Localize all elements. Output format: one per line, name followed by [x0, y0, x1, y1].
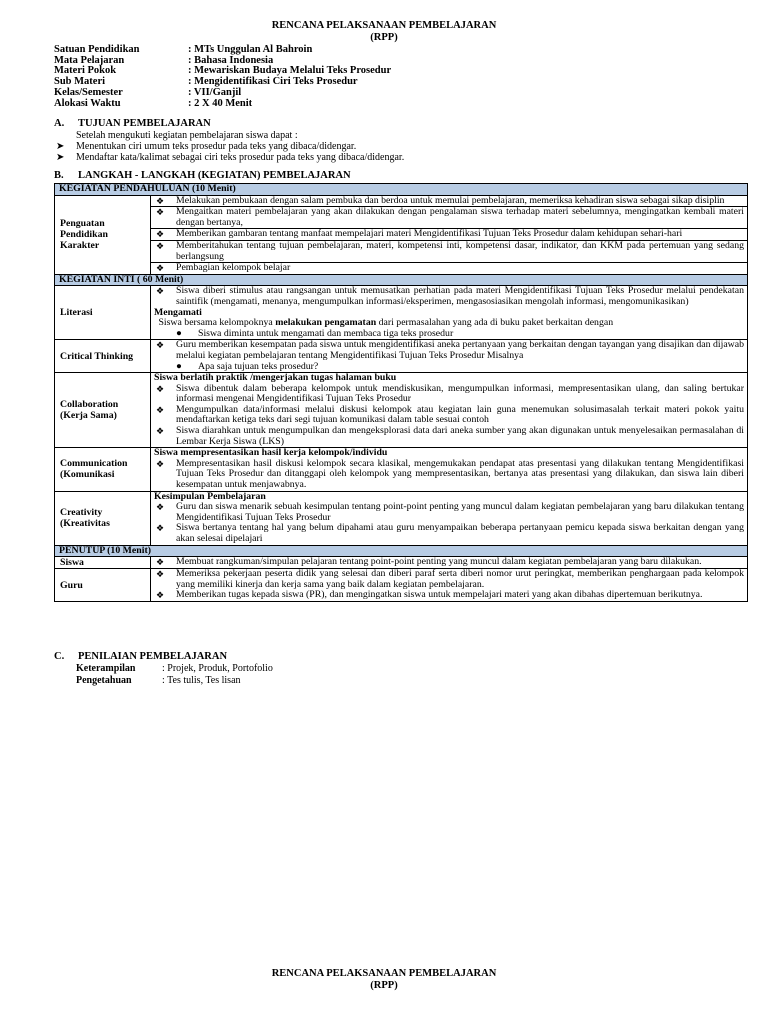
diamond-bullet-icon: ❖	[156, 523, 165, 534]
footer-title: RENCANA PELAKSANAAN PEMBELAJARAN	[271, 968, 497, 979]
phase-header-penutup: PENUTUP (10 Menit)	[55, 545, 748, 557]
mengamati-text: Siswa bersama kelompoknya melakukan pengamatan dari permasalahan yang ada di buku paket berkaitan dengan	[158, 317, 614, 329]
identity-label: Alokasi Waktu	[54, 97, 121, 109]
objective-item: ➤ Mendaftar kata/kalimat sebagai ciri teks prosedur pada teks yang dibaca/didengar.	[56, 152, 405, 163]
row-label-guru: Guru	[55, 569, 151, 602]
phase-header-inti: KEGIATAN INTI ( 60 Menit)	[55, 274, 748, 286]
row-label-collaboration: Collaboration (Kerja Sama)	[55, 373, 151, 448]
diamond-bullet-icon: ❖	[156, 286, 165, 297]
objective-list	[54, 141, 748, 163]
activity-cell: ❖ Mengaitkan materi pembelajaran yang akan dilakukan dengan pengalaman siswa terhadap materi sebelumnya, mengingatkan kembali materi dengan bertanya,	[151, 207, 748, 229]
diamond-bullet-icon: ❖	[156, 340, 165, 351]
collaboration-heading: Siswa berlatih praktik /mengerjakan tugas halaman buku	[154, 372, 397, 384]
activity-cell: ❖ Memberitahukan tentang tujuan pembelajaran, materi, kompetensi inti, kompetensi dasar, indikator, dan KKM pada pertemuan yang sedang berlangsung	[151, 240, 748, 262]
identity-value: : Bahasa Indonesia	[188, 54, 274, 66]
identity-value: : Mewariskan Budaya Melalui Teks Prosedur	[188, 65, 392, 77]
diamond-bullet-icon: ❖	[156, 458, 165, 469]
section-heading: A. TUJUAN PEMBELAJARAN	[54, 118, 211, 129]
page-title: RENCANA PELAKSANAAN PEMBELAJARAN	[271, 20, 497, 31]
diamond-bullet-icon: ❖	[156, 207, 165, 218]
identity-value: : VII/Ganjil	[188, 86, 242, 98]
diamond-bullet-icon: ❖	[156, 590, 165, 601]
objective-item: ➤ Menentukan ciri umum teks prosedur pada teks yang dibaca/didengar.	[56, 141, 357, 152]
sub-bullet: ● Siswa diminta untuk mengamati dan membaca tiga teks prosedur	[176, 327, 454, 339]
diamond-bullet-icon: ❖	[156, 426, 165, 437]
diamond-bullet-icon: ❖	[156, 404, 165, 415]
section-penilaian	[54, 651, 273, 686]
row-label-communication: Communication (Komunikasi	[55, 448, 151, 491]
row-label-literasi: Literasi	[55, 286, 151, 340]
footer-subtitle: (RPP)	[370, 980, 398, 991]
activity-cell: ❖ Siswa diberi stimulus atau rangsangan untuk memusatkan perhatian pada materi Mengidentifikasi Tujuan Teks Prosedur melalui pendekatan saintifik (mengamati, menanya, mengumpulkan informasi/eksperimen, mengasosiasikan mengolah informasi, mengomunikasikan) Mengamati Siswa bersama kelompoknya melakukan pengamatan dari permasalahan yang ada di buku paket berkaitan dengan ● Siswa diminta untuk mengamati dan membaca tiga teks prosedur	[151, 286, 748, 340]
identity-value: : Mengidentifikasi Ciri Teks Prosedur	[188, 76, 358, 88]
identity-value: : 2 X 40 Menit	[188, 97, 253, 109]
activity-cell: Siswa berlatih praktik /mengerjakan tugas halaman buku ❖ Siswa dibentuk dalam beberapa kelompok untuk mendiskusikan, mengumpulkan informasi, mempresentasikan ulang, dan saling bertukar informasi mengenai Mengidentifikasi Tujuan Teks Prosedur ❖ Mengumpulkan data/informasi melalui diskusi kelompok atau kegiatan lain guna menemukan solusimasalah terkait materi pokok yaitu mendaftarkan ketiga teks dari segi tujuan komunikasi dalam table sesuai contoh ❖ Siswa diarahkan untuk mengumpulkan dan mengeksplorasi data dari aneka sumber yang akan digunakan untuk menyelesaikan permasalahan di Lembar Kerja Siswa (LKS)	[151, 373, 748, 448]
assessment-row: Pengetahuan : Tes tulis, Tes lisan	[76, 674, 241, 686]
assessment-row: Keterampilan : Projek, Produk, Portofolio	[76, 663, 273, 674]
section-heading: B. LANGKAH - LANGKAH (KEGIATAN) PEMBELAJARAN	[54, 170, 351, 181]
diamond-bullet-icon: ❖	[156, 569, 165, 580]
row-label-penguatan: Penguatan Pendidikan Karakter	[55, 195, 151, 274]
row-label-siswa: Siswa	[55, 557, 151, 569]
row-label-critical: Critical Thinking	[55, 340, 151, 373]
identity-label: Mata Pelajaran	[54, 54, 125, 66]
activity-cell: ❖ Pembagian kelompok belajar	[151, 263, 748, 275]
phase-header-pendahuluan: KEGIATAN PENDAHULUAN (10 Menit)	[55, 184, 748, 196]
activity-cell: ❖ Melakukan pembukaan dengan salam pembuka dan berdoa untuk memulai pembelajaran, memeriksa kehadiran siswa sebagai sikap disiplin	[151, 195, 748, 207]
activity-cell: Kesimpulan Pembelajaran ❖ Guru dan siswa menarik sebuah kesimpulan tentang point-point penting yang muncul dalam kegiatan pembelajaran yang baru dilakukan tentang Mengidentifikasi Tujuan Teks Prosedur ❖ Siswa bertanya tentang hal yang belum dipahami atau guru menyampaikan beberapa pertanyaan pemicu kepada siswa berkaitan dengan yang akan selesai dipelajari	[151, 491, 748, 545]
diamond-bullet-icon: ❖	[156, 195, 165, 206]
activity-cell: ❖ Memeriksa pekerjaan peserta didik yang selesai dan diberi paraf serta diberi nomor urut peringkat, memberikan penghargaan pada kelompok yang memiliki kinerja dan kerja sama yang baik dalam kegiatan pembelajaran. ❖ Memberikan tugas kepada siswa (PR), dan mengingatkan siswa untuk mempelajari materi yang akan dibahas dipertemuan berikutnya.	[151, 569, 748, 602]
activity-cell: Siswa mempresentasikan hasil kerja kelompok/individu ❖ Mempresentasikan hasil diskusi kelompok secara klasikal, mengemukakan pendapat atas presentasi yang dilakukan tentang Mengidentifikasi Tujuan Teks Prosedur dan ditanggapi oleh kelompok yang mempresentasikan, bertanya atas presentasi yang dilakukan, dan siswa lain diberi kesempatan untuk menjawabnya.	[151, 448, 748, 491]
activity-cell: ❖ Guru memberikan kesempatan pada siswa untuk mengidentifikasi aneka pertanyaan yang berkaitan dengan tayangan yang disajikan dan dijawab melalui kegiatan pembelajaran tentang Mengidentifikasi Tujuan Teks Prosedur Misalnya ● Apa saja tujuan teks prosedur?	[151, 340, 748, 373]
bullet-icon: ●	[176, 327, 182, 339]
arrow-icon: ➤	[56, 152, 65, 163]
diamond-bullet-icon: ❖	[156, 229, 165, 240]
diamond-bullet-icon: ❖	[156, 557, 165, 568]
activity-cell: ❖ Membuat rangkuman/simpulan pelajaran tentang point-point penting yang muncul dalam kegiatan pembelajaran yang baru dilakukan.	[151, 557, 748, 569]
identity-label: Materi Pokok	[54, 65, 117, 77]
identity-table	[54, 45, 391, 109]
row-label-creativity: Creativity (Kreativitas	[55, 491, 151, 545]
activity-cell: ❖ Memberikan gambaran tentang manfaat mempelajari materi Mengidentifikasi Tujuan Teks Prosedur dalam kehidupan sehari-hari	[151, 229, 748, 241]
diamond-bullet-icon: ❖	[156, 502, 165, 513]
creativity-heading: Kesimpulan Pembelajaran	[154, 490, 266, 502]
communication-heading: Siswa mempresentasikan hasil kerja kelompok/individu	[154, 447, 388, 459]
activity-table	[54, 183, 748, 602]
identity-row	[54, 99, 391, 110]
identity-value: : MTs Unggulan Al Bahroin	[188, 44, 313, 55]
identity-label: Satuan Pendidikan	[54, 44, 140, 55]
section-langkah	[54, 170, 748, 182]
section-heading: C. PENILAIAN PEMBELAJARAN	[54, 651, 228, 662]
identity-label: Sub Materi	[54, 76, 106, 88]
section-intro: Setelah mengukuti kegiatan pembelajaran siswa dapat :	[76, 130, 298, 141]
identity-row	[54, 88, 391, 99]
sub-bullet: ● Apa saja tujuan teks prosedur?	[176, 360, 319, 372]
page-subtitle: (RPP)	[370, 32, 398, 43]
arrow-icon: ➤	[56, 141, 65, 152]
bullet-icon: ●	[176, 360, 182, 372]
diamond-bullet-icon: ❖	[156, 240, 165, 251]
diamond-bullet-icon: ❖	[156, 263, 165, 274]
diamond-bullet-icon: ❖	[156, 383, 165, 394]
mengamati-heading: Mengamati	[154, 306, 202, 318]
identity-label: Kelas/Semester	[54, 86, 123, 98]
section-tujuan	[54, 118, 748, 163]
